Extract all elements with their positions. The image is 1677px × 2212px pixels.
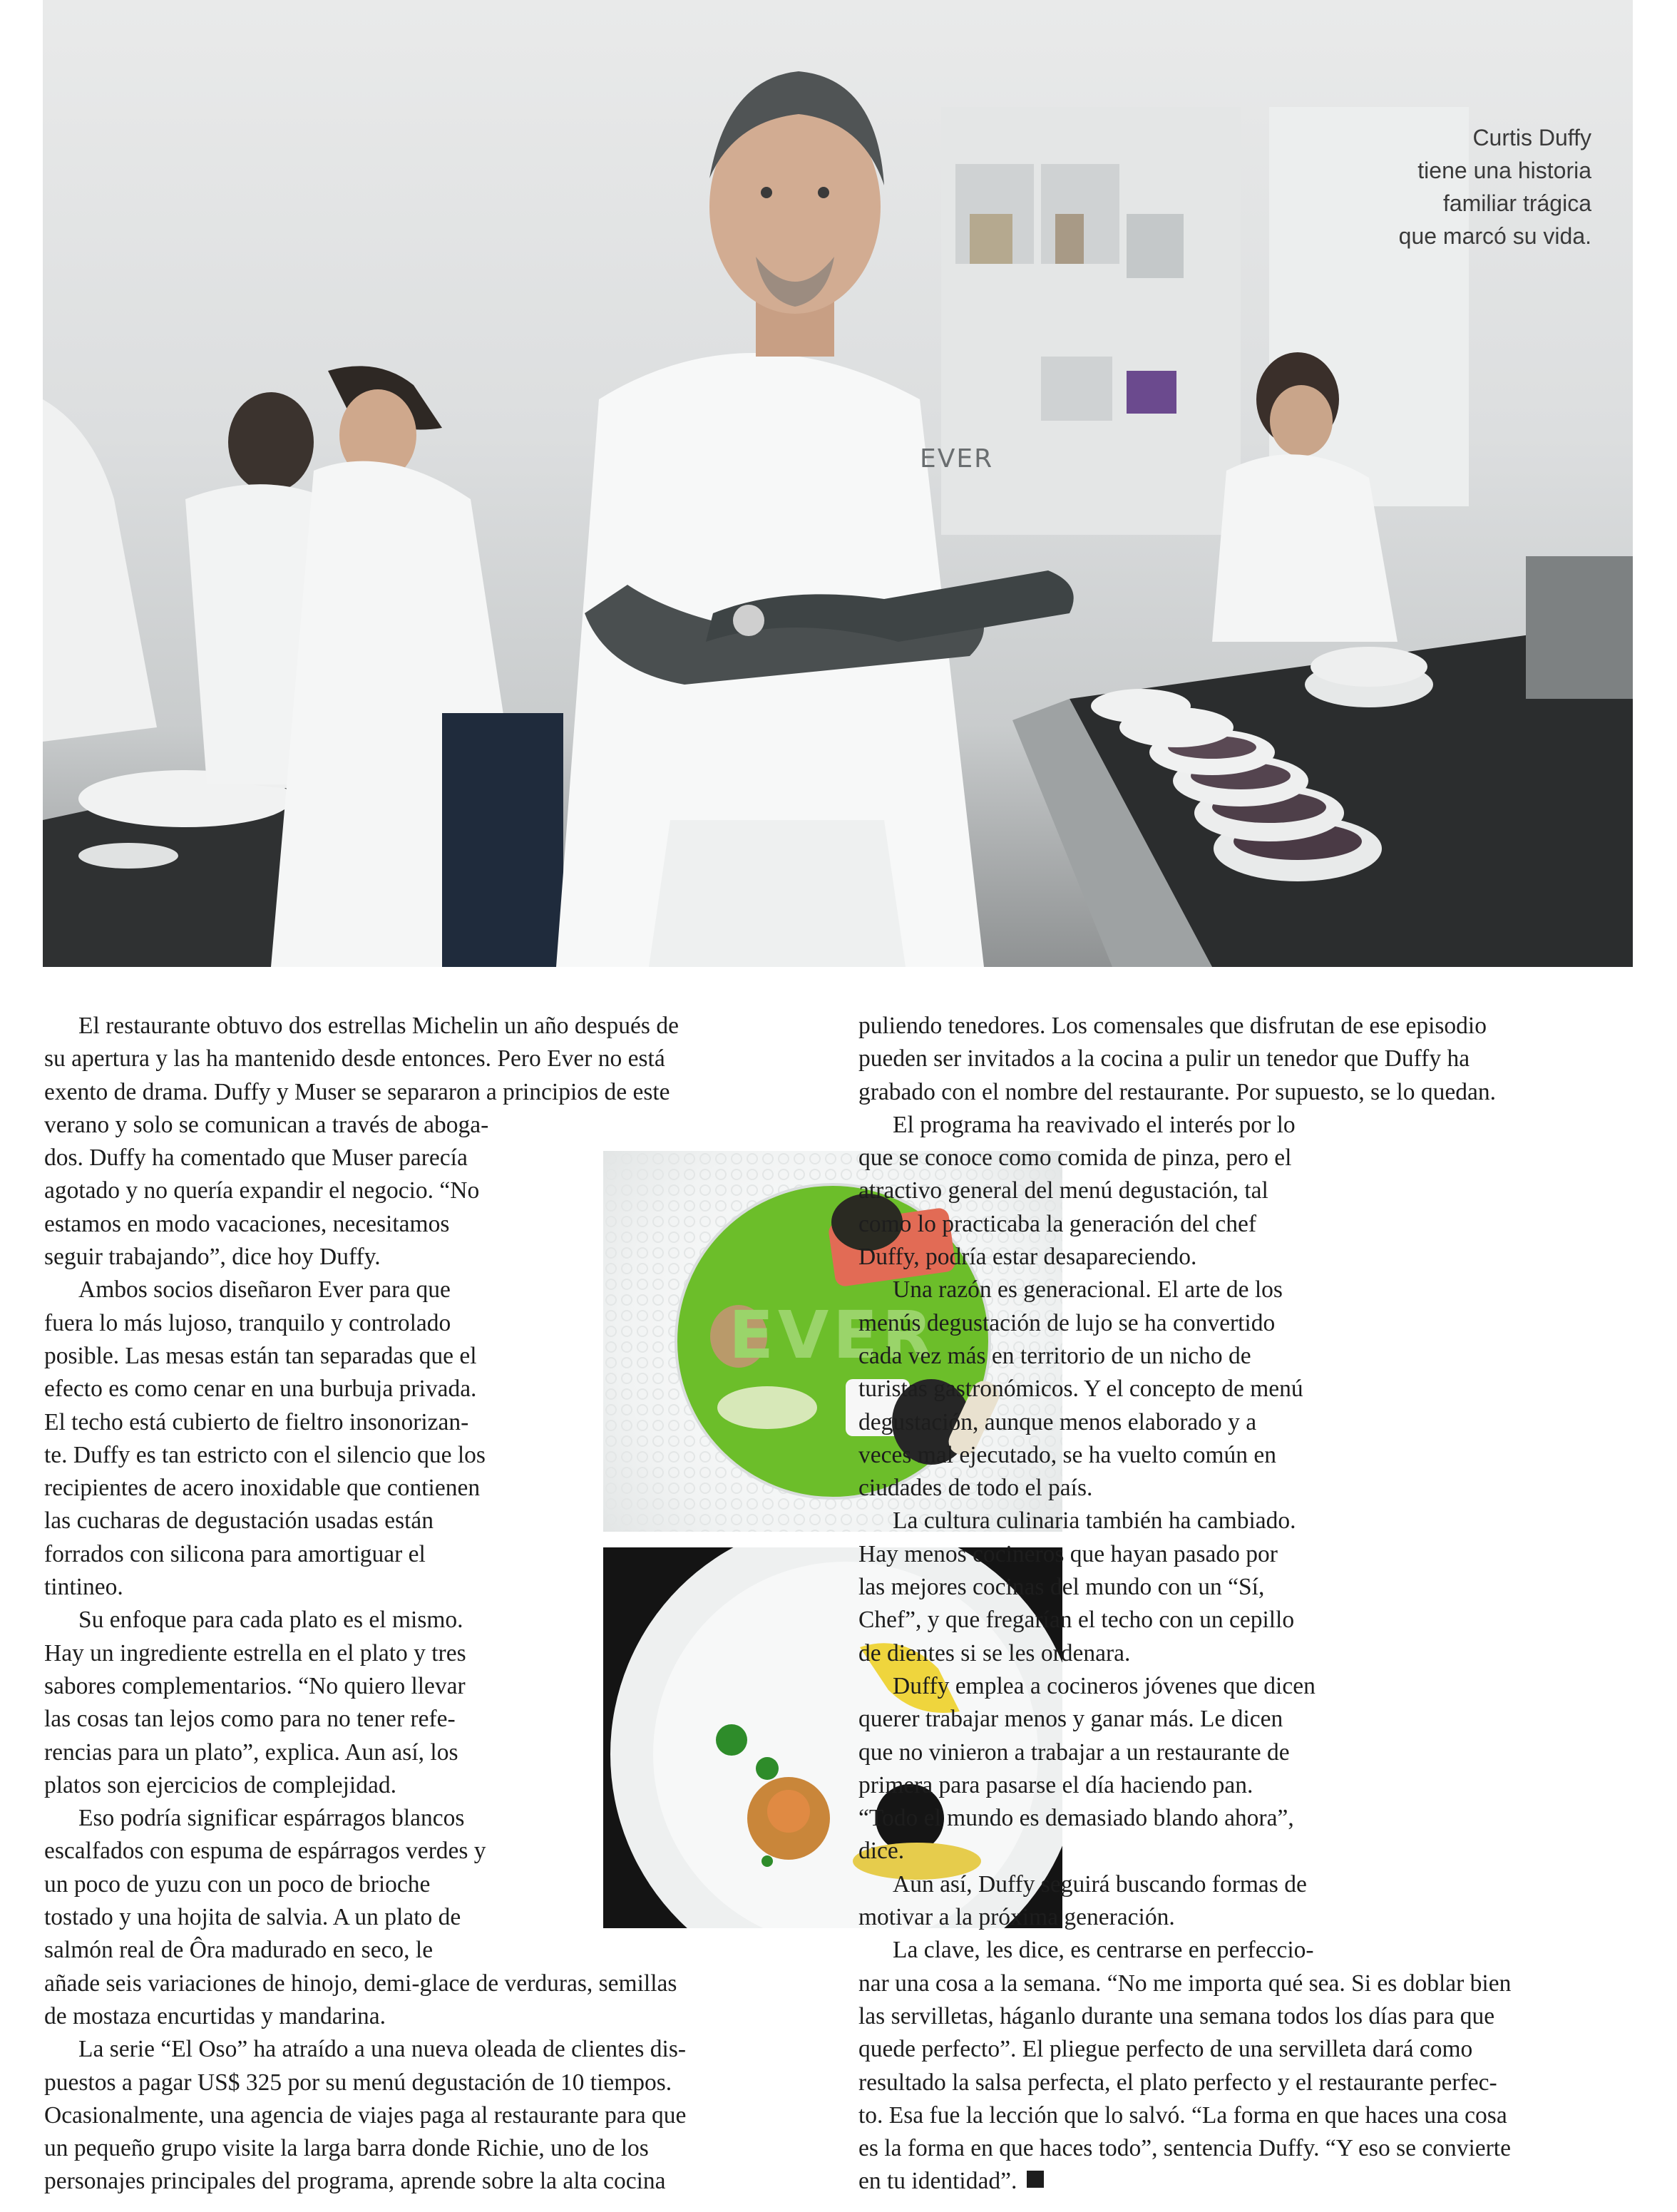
text-line: las cosas tan lejos como para no tener refe- xyxy=(44,1706,456,1733)
text-line: salmón real de Ôra madurado en seco, le xyxy=(44,1937,434,1964)
text-line: efecto es como cenar en una burbuja privada. xyxy=(44,1376,477,1403)
text-line: to. Esa fue la lección que lo salvó. “La forma en que haces una cosa xyxy=(858,2101,1507,2129)
text-line: primera para pasarse el día haciendo pan. xyxy=(858,1771,1253,1798)
text-line: puliendo tenedores. Los comensales que disfrutan de ese episodio xyxy=(858,1013,1487,1039)
text-line: grabado con el nombre del restaurante. Por supuesto, se lo quedan. xyxy=(858,1078,1496,1105)
article-right-column xyxy=(858,1010,1511,2198)
text-line: pueden ser invitados a la cocina a pulir un tenedor que Duffy ha xyxy=(858,1045,1470,1072)
caption-line: Curtis Duffy xyxy=(1472,125,1591,150)
text-line: Duffy, podría estar desapareciendo. xyxy=(858,1244,1197,1271)
text-line: menús degustación de lujo se ha convertido xyxy=(858,1309,1276,1336)
caption-line: familiar trágica xyxy=(1442,190,1591,216)
text-line: Duffy emplea a cocineros jóvenes que dicen xyxy=(893,1672,1316,1699)
text-line: Ocasionalmente, una agencia de viajes paga al restaurante para que xyxy=(44,2101,687,2129)
text-line: cada vez más en territorio de un nicho de xyxy=(858,1342,1251,1369)
text-line: su apertura y las ha mantenido desde entonces. Pero Ever no está xyxy=(44,1045,665,1072)
text-line: personajes principales del programa, aprende sobre la alta cocina xyxy=(44,2168,666,2195)
jacket-logo: EVER xyxy=(920,444,994,473)
text-line: como lo practicaba la generación del chef xyxy=(858,1210,1257,1237)
text-line: resultado la salsa perfecta, el plato perfecto y el restaurante perfec- xyxy=(858,2069,1497,2096)
text-line: de dientes si se les ordenara. xyxy=(858,1639,1131,1666)
text-line: La cultura culinaria también ha cambiado. xyxy=(893,1507,1296,1535)
text-line: Hay menos cocineros que hayan pasado por xyxy=(858,1540,1278,1567)
text-line: recipientes de acero inoxidable que contienen xyxy=(44,1475,481,1502)
text-line: platos son ejercicios de complejidad. xyxy=(44,1771,396,1798)
text-line: es la forma en que haces todo”, sentencia Duffy. “Y eso se convierte xyxy=(858,2135,1511,2162)
hero-photo xyxy=(43,0,1633,967)
text-line: motivar a la próxima generación. xyxy=(858,1904,1175,1931)
plate-logo: EVER xyxy=(729,1297,937,1373)
text-line: un poco de yuzu con un poco de brioche xyxy=(44,1870,431,1898)
text-line: dos. Duffy ha comentado que Muser parecía xyxy=(44,1145,468,1172)
text-line: turistas gastronómicos. Y el concepto de menú xyxy=(858,1376,1303,1403)
text-line: Eso podría significar espárragos blancos xyxy=(78,1805,465,1832)
text-line: las mejores cocinas del mundo con un “Sí, xyxy=(858,1574,1265,1601)
text-line: tostado y una hojita de salvia. A un plato de xyxy=(44,1904,461,1931)
text-line: forrados con silicona para amortiguar el xyxy=(44,1540,426,1567)
text-line: en tu identidad”. xyxy=(858,2165,1511,2198)
text-line: veces mal ejecutado, se ha vuelto común en xyxy=(858,1441,1277,1468)
text-line: un pequeño grupo visite la larga barra donde Richie, uno de los xyxy=(44,2135,649,2162)
text-line: escalfados con espuma de espárragos verdes y xyxy=(44,1838,486,1865)
text-line: Hay un ingrediente estrella en el plato y tres xyxy=(44,1639,466,1666)
text-line: La clave, les dice, es centrarse en perfeccio- xyxy=(893,1937,1314,1964)
text-line: seguir trabajando”, dice hoy Duffy. xyxy=(44,1244,381,1271)
end-of-article-mark xyxy=(1027,2171,1044,2188)
text-line: tintineo. xyxy=(44,1574,123,1601)
caption-line: tiene una historia xyxy=(1417,158,1591,183)
text-line: sabores complementarios. “No quiero llevar xyxy=(44,1672,466,1699)
text-line: El techo está cubierto de fieltro insonorizan- xyxy=(44,1408,469,1435)
text-line: querer trabajar menos y ganar más. Le dicen xyxy=(858,1706,1283,1733)
text-line: que no vinieron a trabajar a un restaurante de xyxy=(858,1739,1290,1766)
text-line: dice. xyxy=(858,1838,905,1865)
text-line: ciudades de todo el país. xyxy=(858,1475,1093,1502)
text-line: Su enfoque para cada plato es el mismo. xyxy=(78,1607,463,1634)
text-line: Chef”, y que fregarían el techo con un cepillo xyxy=(858,1607,1295,1634)
text-line: exento de drama. Duffy y Muser se separaron a principios de este xyxy=(44,1078,670,1105)
article-left-column xyxy=(44,1010,686,2198)
text-line: te. Duffy es tan estricto con el silencio que los xyxy=(44,1441,486,1468)
text-line: atractivo general del menú degustación, tal xyxy=(858,1177,1268,1204)
text-line: Aun así, Duffy seguirá buscando formas de xyxy=(893,1870,1307,1898)
text-line: El restaurante obtuvo dos estrellas Michelin un año después de xyxy=(78,1013,679,1039)
text-line: degustación, aunque menos elaborado y a xyxy=(858,1408,1257,1435)
text-line: quede perfecto”. El pliegue perfecto de una servilleta dará como xyxy=(858,2036,1473,2063)
text-line: El programa ha reavivado el interés por lo xyxy=(893,1111,1296,1138)
text-line: fuera lo más lujoso, tranquilo y controlado xyxy=(44,1309,451,1336)
text-line: nar una cosa a la semana. “No me importa qué sea. Si es doblar bien xyxy=(858,1970,1512,1997)
kitchen-illustration xyxy=(43,0,1633,967)
text-line: Una razón es generacional. El arte de los xyxy=(893,1276,1283,1304)
caption-line: que marcó su vida. xyxy=(1398,223,1591,249)
text-line: las cucharas de degustación usadas están xyxy=(44,1507,434,1535)
photo-caption xyxy=(1399,121,1591,252)
text-line: “Todo el mundo es demasiado blando ahora”, xyxy=(858,1805,1294,1832)
text-line: Ambos socios diseñaron Ever para que xyxy=(78,1276,451,1304)
text-line: puestos a pagar US$ 325 por su menú degustación de 10 tiempos. xyxy=(44,2069,672,2096)
text-line: agotado y no quería expandir el negocio. “No xyxy=(44,1177,480,1204)
text-line: rencias para un plato”, explica. Aun así, los xyxy=(44,1739,458,1766)
text-line: añade seis variaciones de hinojo, demi-glace de verduras, semillas xyxy=(44,1970,677,1997)
text-line: las servilletas, háganlo durante una semana todos los días para que xyxy=(858,2002,1495,2029)
text-line: estamos en modo vacaciones, necesitamos xyxy=(44,1210,450,1237)
text-line: posible. Las mesas están tan separadas que el xyxy=(44,1342,477,1369)
text-line: de mostaza encurtidas y mandarina. xyxy=(44,2002,386,2029)
text-line: verano y solo se comunican a través de aboga- xyxy=(44,1111,489,1138)
text-line: que se conoce como comida de pinza, pero el xyxy=(858,1145,1292,1172)
text-line: La serie “El Oso” ha atraído a una nueva oleada de clientes dis- xyxy=(78,2036,687,2063)
